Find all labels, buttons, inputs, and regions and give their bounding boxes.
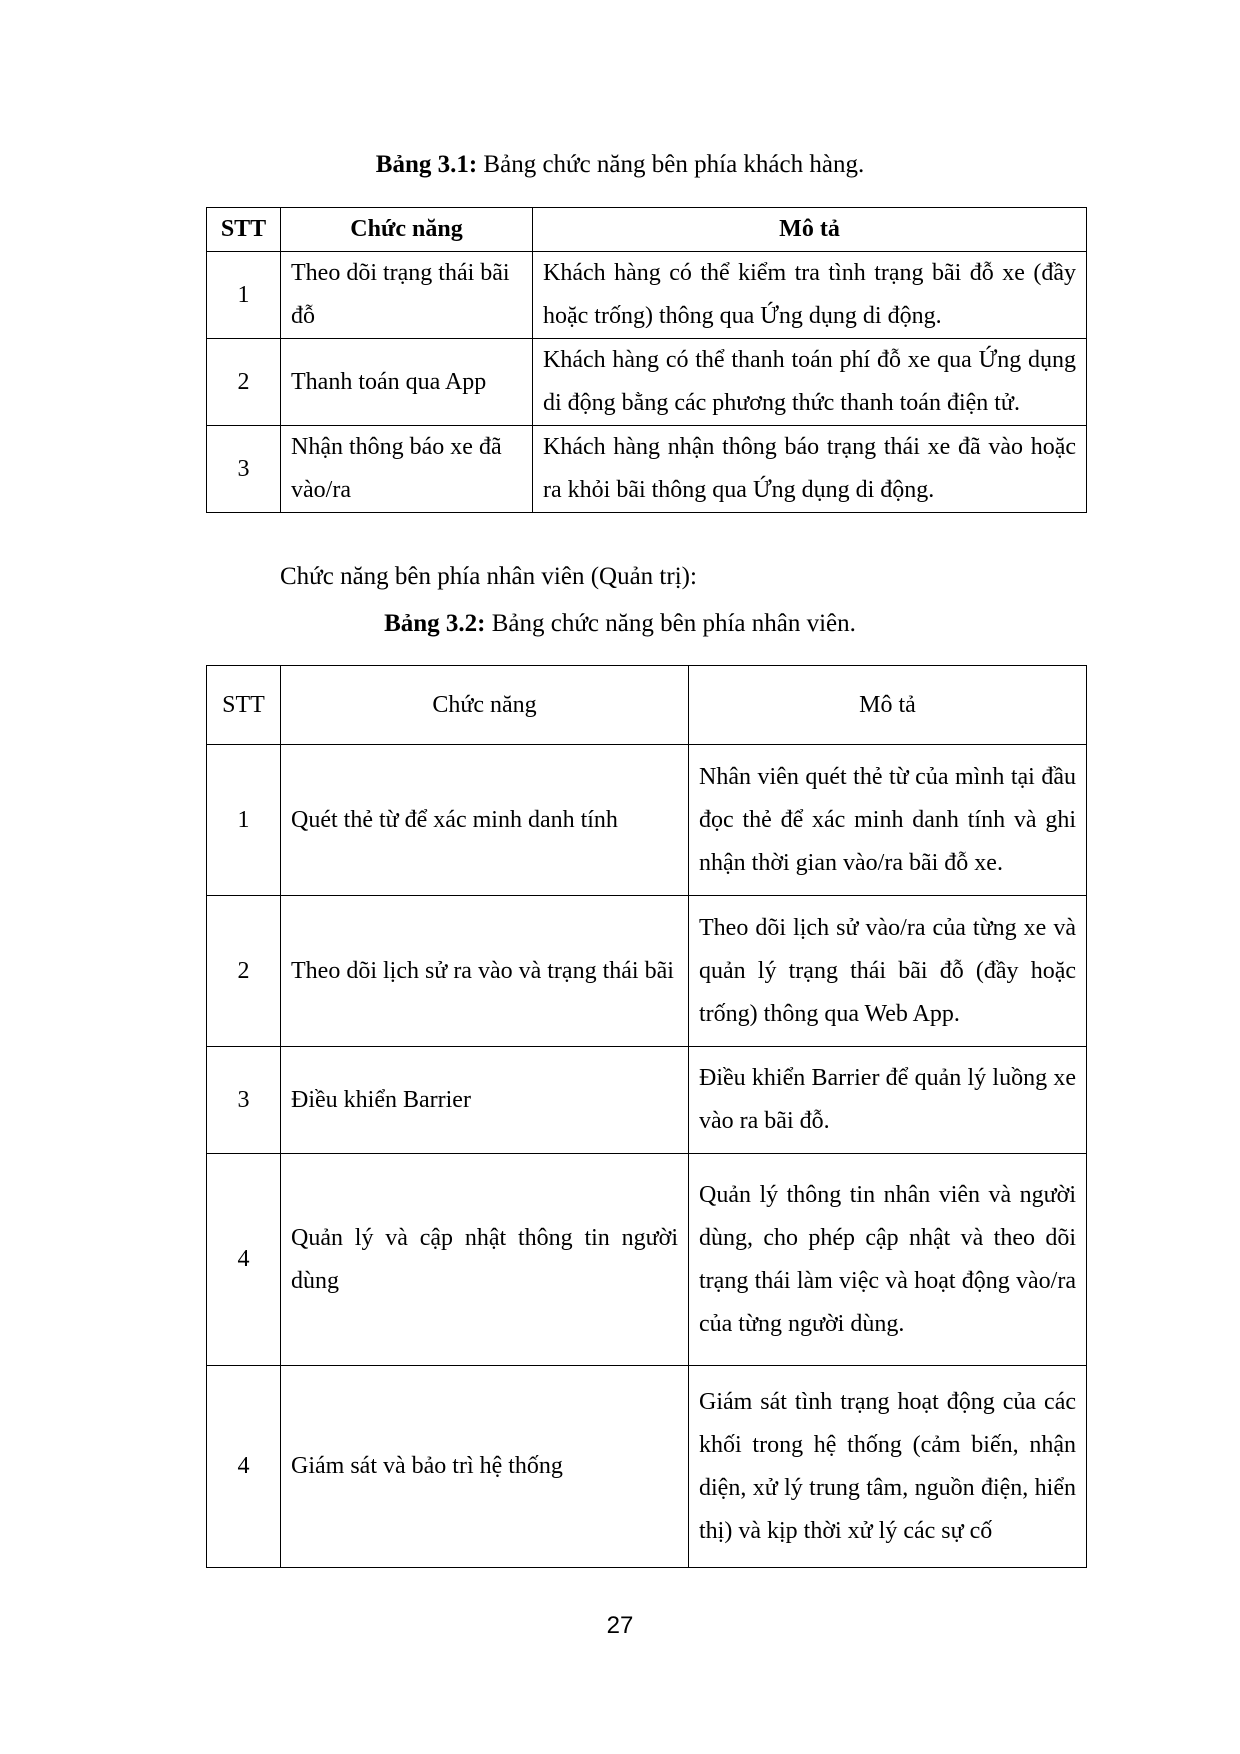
header-description: Mô tả [533, 208, 1087, 252]
row-stt: 1 [207, 745, 281, 896]
table1-caption-text: Bảng chức năng bên phía khách hàng. [477, 151, 865, 178]
header-stt: STT [207, 208, 281, 252]
row-description: Nhân viên quét thẻ từ của mình tại đầu đọc thẻ để xác minh danh tính và ghi nhận thời gian vào/ra bãi đỗ xe. [689, 745, 1087, 896]
row-function: Quét thẻ từ để xác minh danh tính [281, 745, 689, 896]
header-description: Mô tả [689, 666, 1087, 745]
table1-caption-label: Bảng 3.1: [375, 151, 478, 178]
page-number: 27 [606, 1612, 634, 1639]
row-description: Khách hàng có thể kiểm tra tình trạng bãi đỗ xe (đầy hoặc trống) thông qua Ứng dụng di động. [533, 252, 1087, 339]
table-customer-functions [206, 207, 1087, 513]
row-stt: 4 [207, 1154, 281, 1366]
table-row [207, 745, 1087, 896]
row-function: Giám sát và bảo trì hệ thống [281, 1366, 689, 1568]
table1-caption [0, 150, 1240, 180]
row-function: Thanh toán qua App [281, 339, 533, 426]
table-header-row [207, 208, 1087, 252]
table-row [207, 339, 1087, 426]
row-function: Theo dõi lịch sử ra vào và trạng thái bãi [281, 896, 689, 1047]
table-staff-functions [206, 665, 1087, 1568]
row-description: Điều khiển Barrier để quản lý luồng xe vào ra bãi đỗ. [689, 1047, 1087, 1154]
row-function: Quản lý và cập nhật thông tin người dùng [281, 1154, 689, 1366]
row-description: Khách hàng nhận thông báo trạng thái xe đã vào hoặc ra khỏi bãi thông qua Ứng dụng di động. [533, 426, 1087, 513]
table-row [207, 1154, 1087, 1366]
section-paragraph: Chức năng bên phía nhân viên (Quản trị): [280, 563, 697, 590]
header-function: Chức năng [281, 666, 689, 745]
table-row [207, 896, 1087, 1047]
row-stt: 1 [207, 252, 281, 339]
row-function: Theo dõi trạng thái bãi đỗ [281, 252, 533, 339]
row-description: Quản lý thông tin nhân viên và người dùng, cho phép cập nhật và theo dõi trạng thái làm việc và hoạt động vào/ra của từng người dùng. [689, 1154, 1087, 1366]
row-description: Khách hàng có thể thanh toán phí đỗ xe qua Ứng dụng di động bằng các phương thức thanh toán điện tử. [533, 339, 1087, 426]
table-header-row [207, 666, 1087, 745]
row-stt: 3 [207, 1047, 281, 1154]
row-stt: 2 [207, 896, 281, 1047]
row-stt: 4 [207, 1366, 281, 1568]
header-stt: STT [207, 666, 281, 745]
table-row [207, 1366, 1087, 1568]
row-function: Điều khiển Barrier [281, 1047, 689, 1154]
table2-caption-text: Bảng chức năng bên phía nhân viên. [485, 610, 856, 637]
table2-caption [0, 609, 1240, 639]
table2-caption-label: Bảng 3.2: [384, 610, 486, 637]
header-function: Chức năng [281, 208, 533, 252]
row-description: Giám sát tình trạng hoạt động của các khối trong hệ thống (cảm biến, nhận diện, xử lý trung tâm, nguồn điện, hiển thị) và kịp thời xử lý các sự cố [689, 1366, 1087, 1568]
row-description: Theo dõi lịch sử vào/ra của từng xe và quản lý trạng thái bãi đỗ (đầy hoặc trống) thông qua Web App. [689, 896, 1087, 1047]
row-function: Nhận thông báo xe đã vào/ra [281, 426, 533, 513]
table-row [207, 1047, 1087, 1154]
row-stt: 2 [207, 339, 281, 426]
table-row [207, 252, 1087, 339]
table-row [207, 426, 1087, 513]
row-stt: 3 [207, 426, 281, 513]
